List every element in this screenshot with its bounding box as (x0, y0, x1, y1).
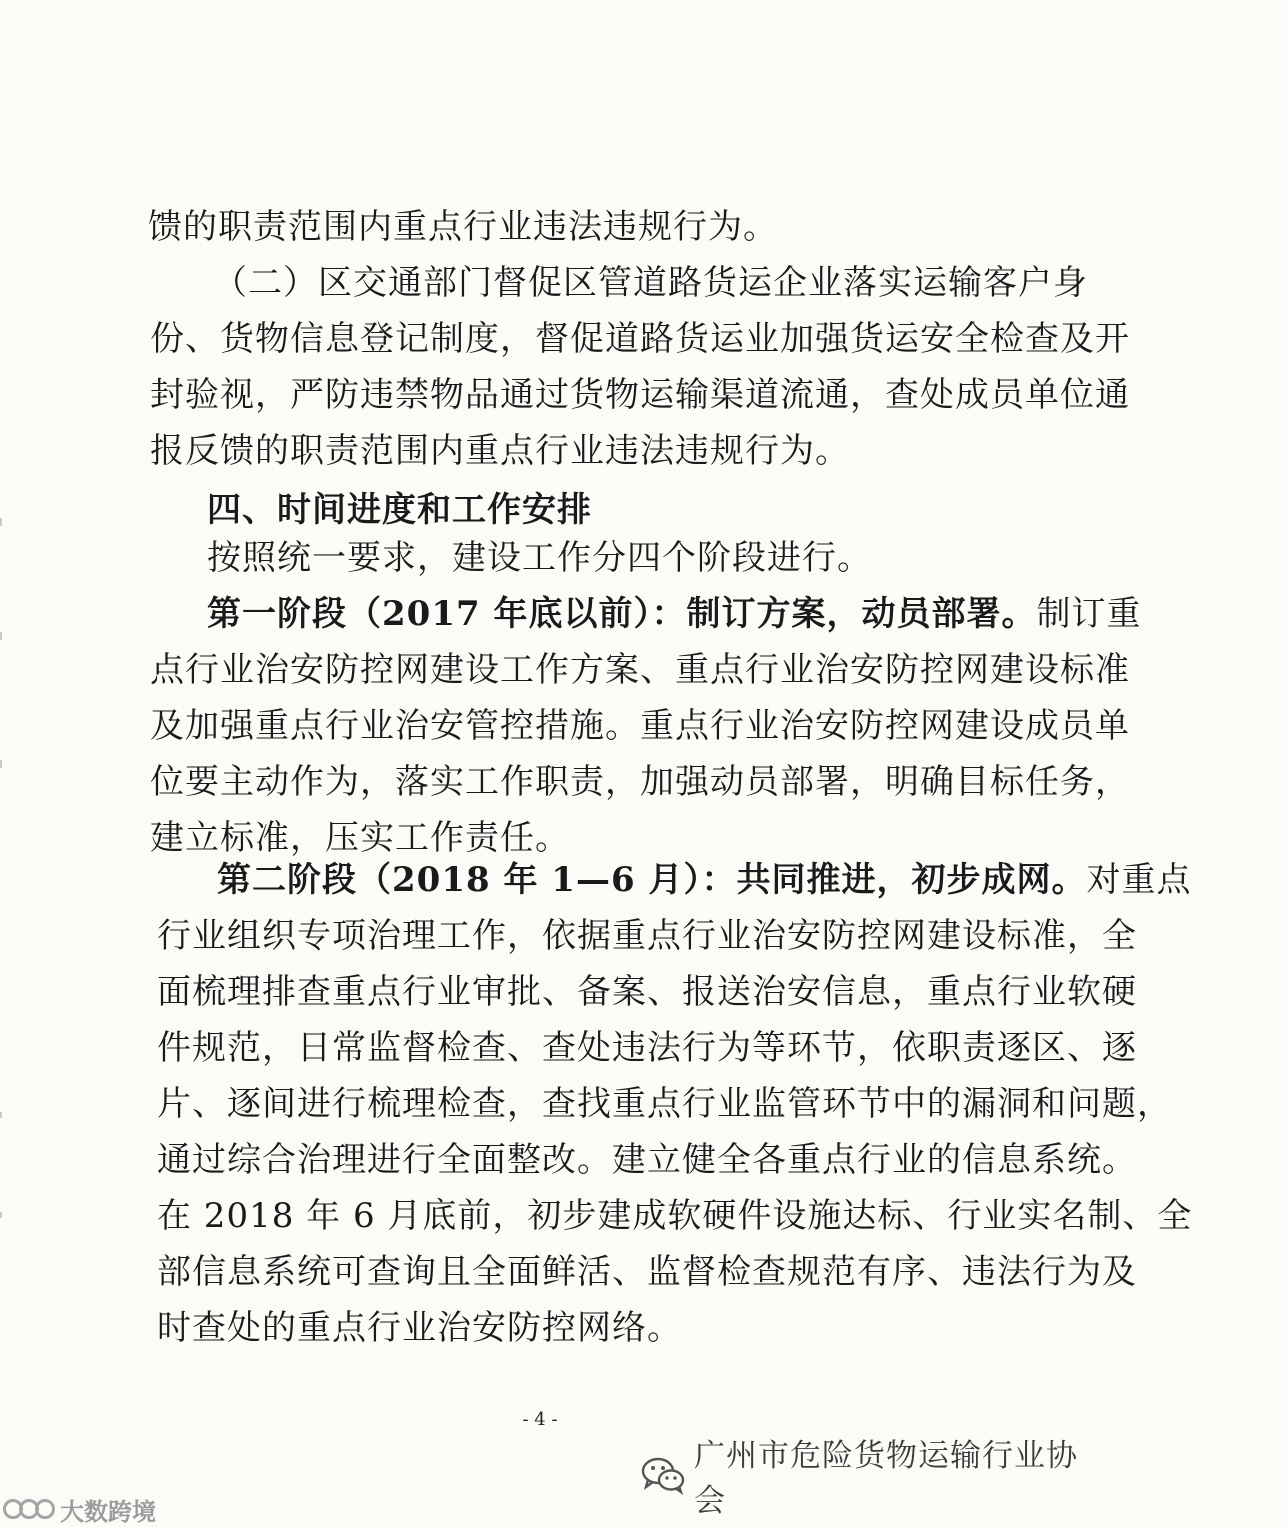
text-run: 面梳理排查重点行业审批、备案、报送治安信息，重点行业软硬 (157, 972, 1137, 1012)
text-run: 份、货物信息登记制度，督促道路货运业加强货运安全检查及开 (150, 319, 1130, 359)
text-run: 片、逐间进行梳理检查，查找重点行业监管环节中的漏洞和问题， (157, 1084, 1172, 1124)
wechat-account-name: 广州市危险货物运输行业协会 (694, 1438, 1078, 1519)
text-run: 时查处的重点行业治安防控网络。 (157, 1308, 682, 1348)
text-run: 件规范，日常监督检查、查处违法行为等环节，依职责逐区、逐 (157, 1028, 1137, 1068)
bold-run: 四、时间进度和工作安排 (207, 490, 592, 530)
text-run: 制订重 (1036, 594, 1142, 634)
text-run: （二）区交通部门督促区管道路货运企业落实运输客户身 (213, 263, 1088, 303)
text-run: 行业组织专项治理工作，依据重点行业治安防控网建设标准，全 (157, 916, 1137, 956)
text-run: 封验视，严防违禁物品通过货物运输渠道流通，查处成员单位通 (150, 375, 1130, 415)
text-run: 位要主动作为，落实工作职责，加强动员部署，明确目标任务， (150, 762, 1130, 802)
bold-run: 第二阶段（2018 年 1—6 月）：共同推进，初步成网。 (217, 860, 1087, 900)
text-run: 按照统一要求，建设工作分四个阶段进行。 (207, 538, 872, 578)
text-run: 在 2018 年 6 月底前，初步建成软硬件设施达标、行业实名制、全 (157, 1196, 1193, 1236)
page-number: - 4 - (522, 1409, 558, 1430)
bold-run: 第一阶段（2017 年底以前）：制订方案，动员部署。 (207, 594, 1037, 634)
corner-brand-name: 大数跨境 (60, 1497, 156, 1526)
text-run: 点行业治安防控网建设工作方案、重点行业治安防控网建设标准 (150, 650, 1130, 690)
text-run: 部信息系统可查询且全面鲜活、监督检查规范有序、违法行为及 (157, 1252, 1137, 1292)
text-run: 建立标准，压实工作责任。 (150, 818, 570, 858)
text-run: 报反馈的职责范围内重点行业违法违规行为。 (150, 431, 850, 471)
text-run: 对重点 (1086, 860, 1192, 900)
text-run: 馈的职责范围内重点行业违法违规行为。 (148, 207, 778, 247)
text-run: 及加强重点行业治安管控措施。重点行业治安防控网建设成员单 (150, 706, 1130, 746)
text-run: 通过综合治理进行全面整改。建立健全各重点行业的信息系统。 (157, 1140, 1137, 1180)
